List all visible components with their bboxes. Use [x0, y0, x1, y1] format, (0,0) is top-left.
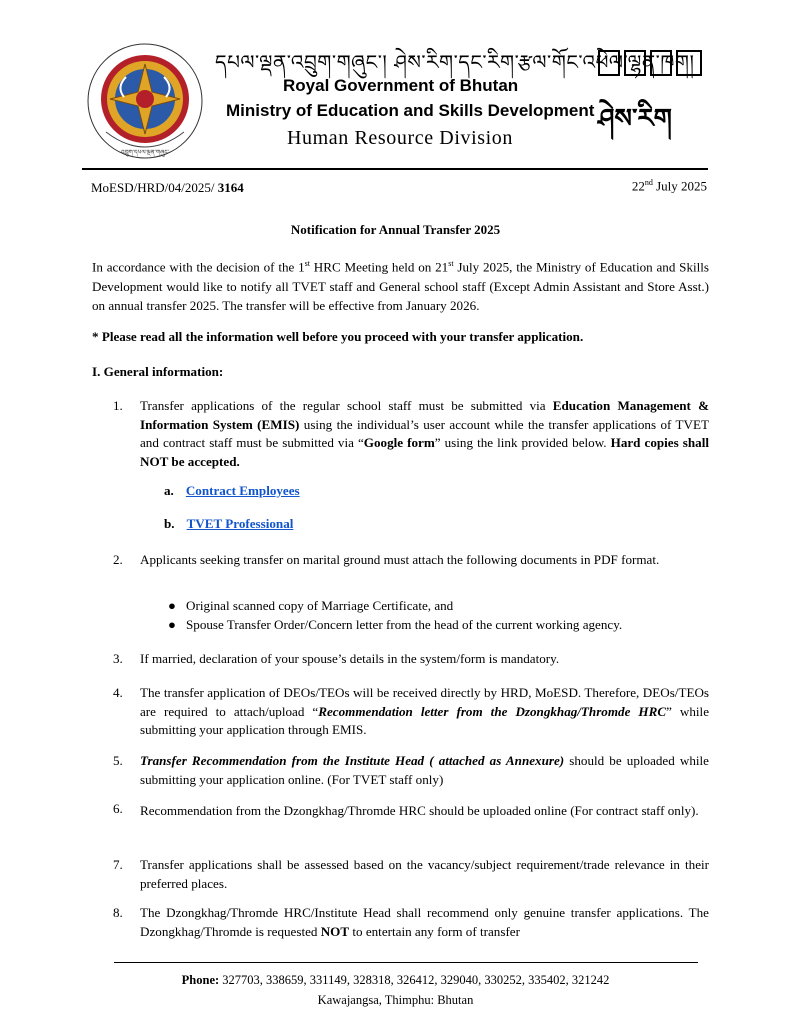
- list-item: 2. Applicants seeking transfer on marital ground must attach the following documents in PDF format.: [113, 552, 660, 567]
- reference-number: MoESD/HRD/04/2025/ 3164: [91, 180, 244, 195]
- bullet-item: ● Spouse Transfer Order/Concern letter from the head of the current working agency.: [168, 617, 623, 632]
- contract-employees-link[interactable]: Contract Employees: [185, 483, 300, 498]
- list-item: 4. The transfer application of DEOs/TEOs will be received directly by HRD, MoESD. Therefore, DEOs/TEOs are required to attach/upload “Recommendation letter from the Dzongkhag/Thromde HRC” while submitting your application through EMIS.: [113, 685, 710, 738]
- svg-text:འབྲུག་དཔལ་ལྡན་གཞུང་: འབྲུག་དཔལ་ལྡན་གཞུང་: [120, 149, 170, 156]
- royal-emblem-logo: [86, 42, 204, 160]
- sub-item-tvet: b. TVET Professional: [164, 516, 294, 531]
- list-item: 7. Transfer applications shall be assessed based on the vacancy/subject requirement/trade relevance in their preferred places.: [113, 857, 709, 891]
- ministry-logo-text: ཤེས་རིག: [598, 104, 672, 134]
- division-name: Human Resource Division: [287, 127, 513, 149]
- footer-address: Kawajangsa, Thimphu: Bhutan: [317, 993, 474, 1007]
- letter-date: 22nd July 2025: [631, 178, 707, 194]
- intro-paragraph: In accordance with the decision of the 1st HRC Meeting held on 21st July 2025, the Ministry of Education and Skills Development would like to notify all TVET staff and General school staff (Except Admin Assistant and Store Asst.) on annual transfer 2025. The transfer will be effective from January 2026.: [92, 259, 709, 313]
- dzongkha-header-line: དཔལ་ལྡན་འབྲུག་གཞུང་། ཤེས་རིག་དང་རིག་རྩལ་གོང་འཕེལ་ལྷན་ཁག།: [215, 50, 695, 74]
- header-divider: [82, 168, 708, 170]
- footer-phone: Phone: 327703, 338659, 331149, 328318, 326412, 329040, 330252, 335402, 321242: [181, 973, 610, 987]
- list-item: 6. Recommendation from the Dzongkhag/Thromde HRC should be uploaded online (For contract staff only).: [113, 801, 699, 818]
- tvet-professional-link[interactable]: TVET Professional: [186, 516, 294, 531]
- instruction-note: * Please read all the information well before you proceed with your transfer application.: [92, 329, 584, 344]
- sub-item-contract: a. Contract Employees: [164, 483, 300, 498]
- footer-divider: [114, 962, 698, 963]
- bullet-item: ● Original scanned copy of Marriage Certificate, and: [168, 598, 454, 613]
- list-item: 8. The Dzongkhag/Thromde HRC/Institute Head shall recommend only genuine transfer applications. The Dzongkhag/Thromde is requested NOT to entertain any form of transfer: [113, 905, 709, 939]
- government-name: Royal Government of Bhutan: [283, 76, 519, 95]
- notification-title: Notification for Annual Transfer 2025: [290, 222, 501, 237]
- section-heading: I. General information:: [92, 364, 224, 379]
- ministry-logo-mark: [598, 50, 704, 76]
- ministry-name: Ministry of Education and Skills Development: [226, 101, 595, 120]
- list-item: 3. If married, declaration of your spouse’s details in the system/form is mandatory.: [113, 651, 560, 666]
- list-item: 5. Transfer Recommendation from the Institute Head ( attached as Annexure) should be uploaded while submitting your application online. (For TVET staff only): [113, 753, 709, 787]
- list-item: 1. Transfer applications of the regular school staff must be submitted via Education Management & Information System (EMIS) using the individual’s user account while the transfer applications of TVET and contract staff must be submitted via “Google form” using the link provided below. Hard copies shall NOT be accepted.: [113, 398, 710, 469]
